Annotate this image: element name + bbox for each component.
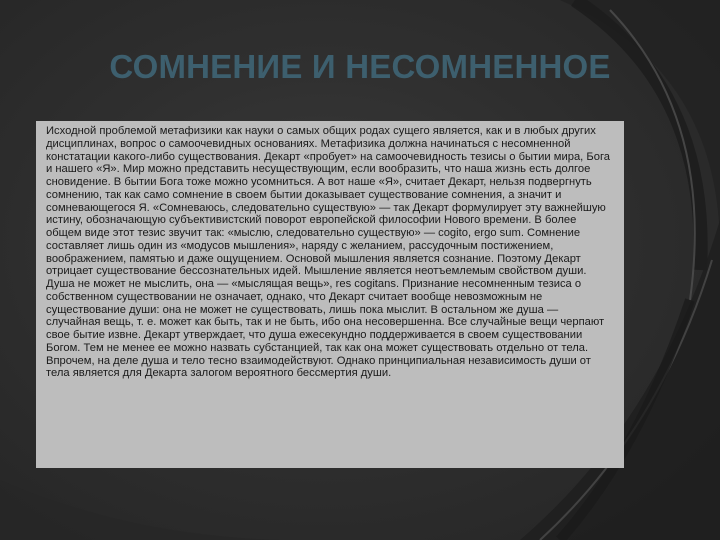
slide-title: СОМНЕНИЕ И НЕСОМНЕННОЕ bbox=[109, 48, 611, 85]
content-box bbox=[36, 121, 624, 468]
body-paragraph: Исходной проблемой метафизики как науки о самых общих родах сущего является, как и в любых других дисциплинах, вопрос о самоочевидных основаниях. Метафизика должна начинаться с несомненной констатации какого-либо существования. Декарт «пробует» на самоочевидность тезисы о бытии мира, Бога и нашего «Я». Мир можно представить несуществующим, если вообразить, что наша жизнь есть долгое сновидение. В бытии Бога тоже можно усомниться. А вот наше «Я», считает Декарт, нельзя подвергнуть сомнению, так как само сомнение в своем бытии доказывает существование сомнения, а значит и сомневающегося Я. «Сомневаюсь, следовательно существую» — так Декарт формулирует эту важнейшую истину, обозначающую субъективистский поворот европейской философии Нового времени. В более общем виде этот тезис звучит так: «мыслю, следовательно существую» — cogito, ergo sum. Сомнение составляет лишь один из «модусов мышления», наряду с желанием, рассудочным постижением, воображением, памятью и даже ощущением. Основой мышления является сознание. Поэтому Декарт отрицает существование бессознательных идей. Мышление является неотъемлемым свойством души. Душа не может не мыслить, она — «мыслящая вещь», res cogitans. Признание несомненным тезиса о собственном существовании не означает, однако, что Декарт считает вообще невозможным не существование души: она не может не существовать, лишь пока мыслит. В остальном же душа — случайная вещь, т. е. может как быть, так и не быть, ибо она несовершенна. Все случайные вещи черпают свое бытие извне. Декарт утверждает, что душа ежесекундно поддерживается в своем существовании Богом. Тем не менее ее можно назвать субстанцией, так как она может существовать отдельно от тела. Впрочем, на деле душа и тело тесно взаимодействуют. Однако принципиальная независимость души от тела является для Декарта залогом вероятного бессмертия души. bbox=[46, 125, 611, 380]
